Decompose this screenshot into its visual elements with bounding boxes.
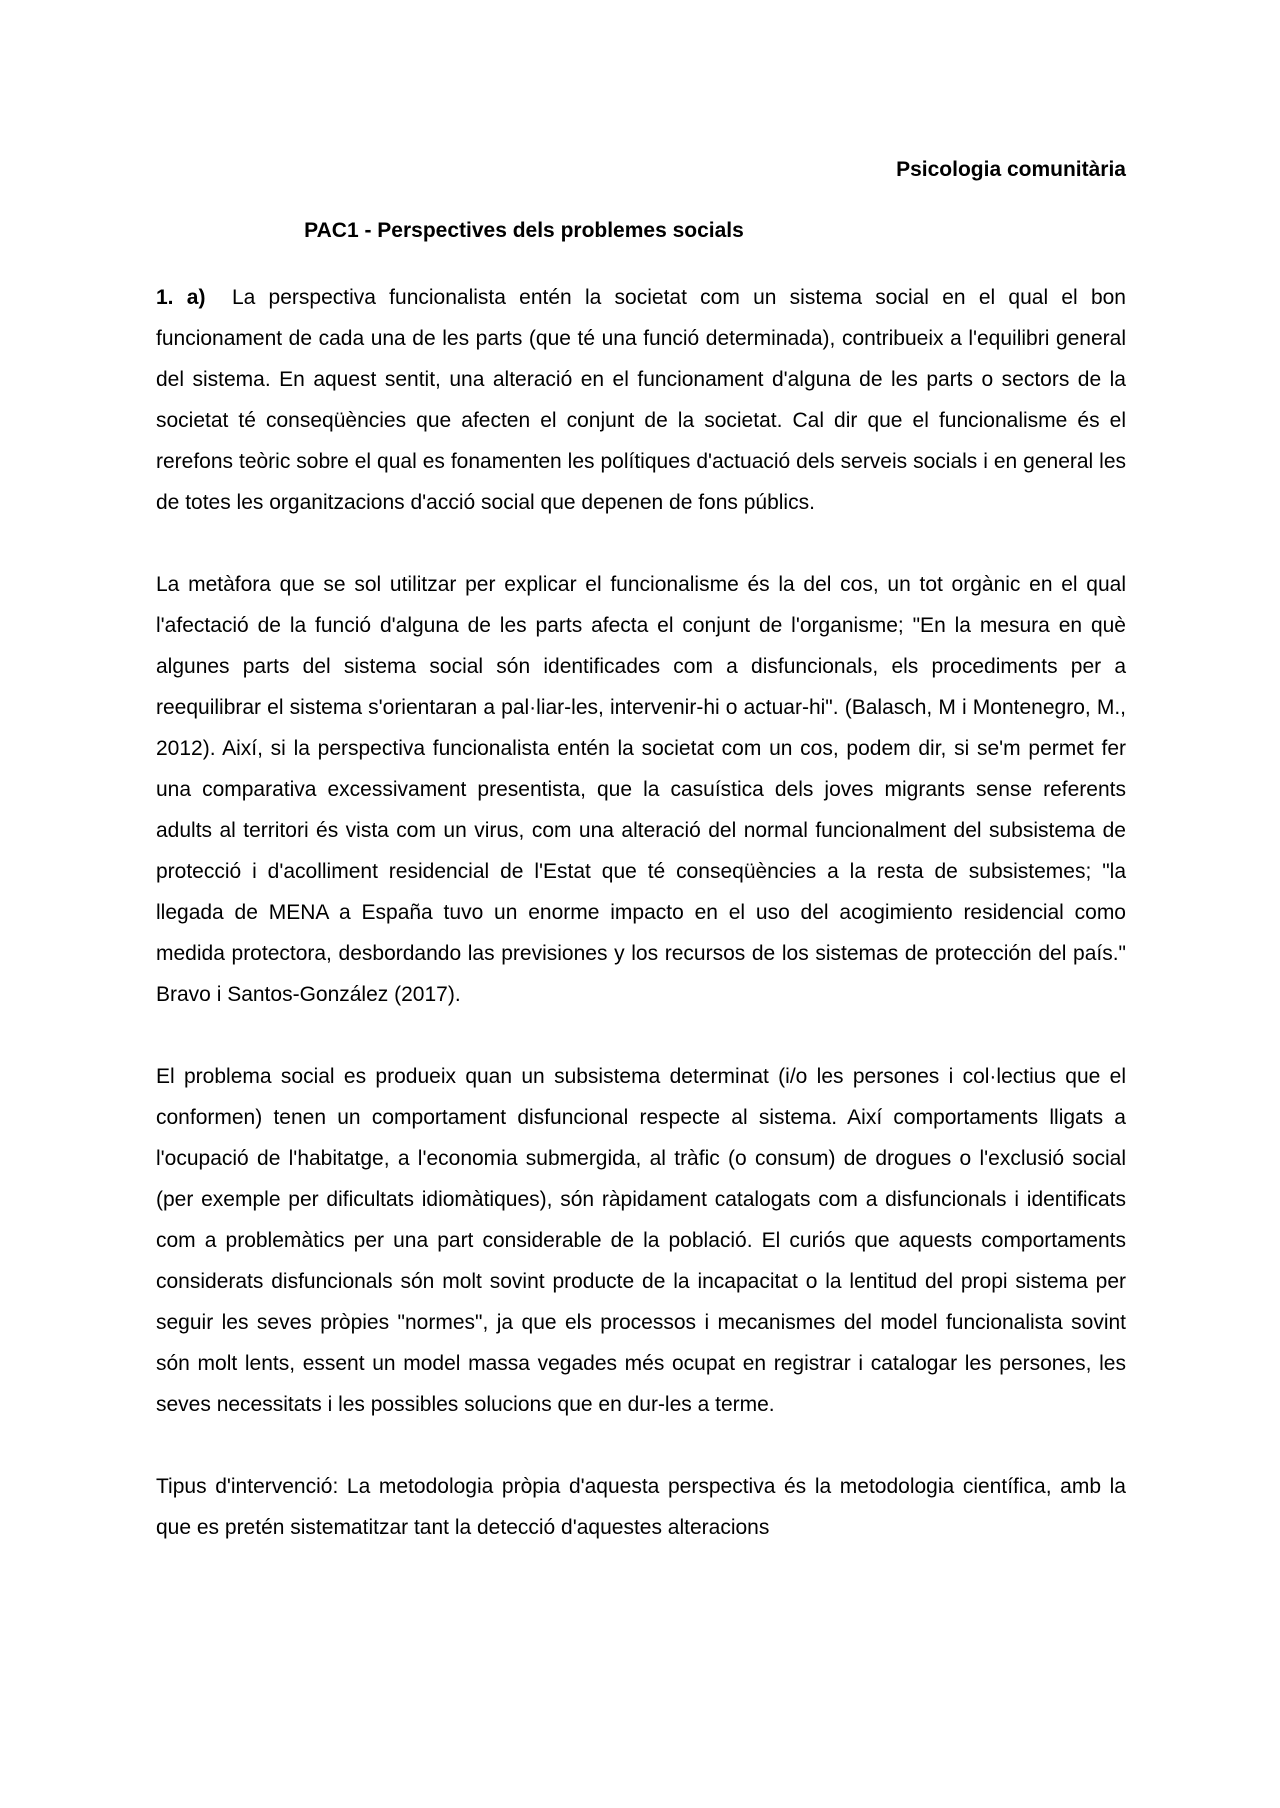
document-body <box>156 277 1126 1548</box>
paragraph-1-text: La perspectiva funcionalista entén la societat com un sistema social en el qual el bon funcionament de cada una de les parts (que té una funció determinada), contribueix a l'equilibri general del sistema. En aquest sentit, una alteració en el funcionament d'alguna de les parts o sectors de la societat té conseqüències que afecten el conjunt de la societat. Cal dir que el funcionalisme és el rerefons teòric sobre el qual es fonamenten les polítiques d'actuació dels serveis socials i en general les de totes les organitzacions d'acció social que depenen de fons públics. <box>156 286 1126 514</box>
document-title: PAC1 - Perspectives dels problemes socials <box>304 219 744 242</box>
paragraph-4: Tipus d'intervenció: La metodologia pròpia d'aquesta perspectiva és la metodologia científica, amb la que es pretén sistematitzar tant la detecció d'aquestes alteracions <box>156 1475 1126 1539</box>
paragraph-3: El problema social es produeix quan un subsistema determinat (i/o les persones i col·lectius que el conformen) tenen un comportament disfuncional respecte al sistema. Així comportaments lligats a l'ocupació de l'habitatge, a l'economia submergida, al tràfic (o consum) de drogues o l'exclusió social (per exemple per dificultats idiomàtiques), són ràpidament catalogats com a disfuncionals i identificats com a problemàtics per una part considerable de la població. El curiós que aquests comportaments considerats disfuncionals són molt sovint producte de la incapacitat o la lentitud del propi sistema per seguir les seves pròpies "normes", ja que els processos i mecanismes del model funcionalista sovint són molt lents, essent un model massa vegades més ocupat en registrar i catalogar les persones, les seves necessitats i les possibles solucions que en dur-les a terme. <box>156 1065 1126 1416</box>
question-label: 1. a) <box>156 286 206 309</box>
paragraph-2: La metàfora que se sol utilitzar per explicar el funcionalisme és la del cos, un tot orgànic en el qual l'afectació de la funció d'alguna de les parts afecta el conjunt de l'organisme; "En la mesura en què algunes parts del sistema social són identificades com a disfuncionals, els procediments per a reequilibrar el sistema s'orientaran a pal·liar-les, intervenir-hi o actuar-hi". (Balasch, M i Montenegro, M., 2012). Així, si la perspectiva funcionalista entén la societat com un cos, podem dir, si se'm permet fer una comparativa excessivament presentista, que la casuística dels joves migrants sense referents adults al territori és vista com un virus, com una alteració del normal funcionalment del subsistema de protecció i d'acolliment residencial de l'Estat que té conseqüències a la resta de subsistemes; "la llegada de MENA a España tuvo un enorme impacto en el uso del acogimiento residencial como medida protectora, desbordando las previsiones y los recursos de los sistemas de protección del país." Bravo i Santos-González (2017). <box>156 573 1126 1006</box>
paragraph-1 <box>156 277 1126 523</box>
course-name: Psicologia comunitària <box>896 158 1126 181</box>
